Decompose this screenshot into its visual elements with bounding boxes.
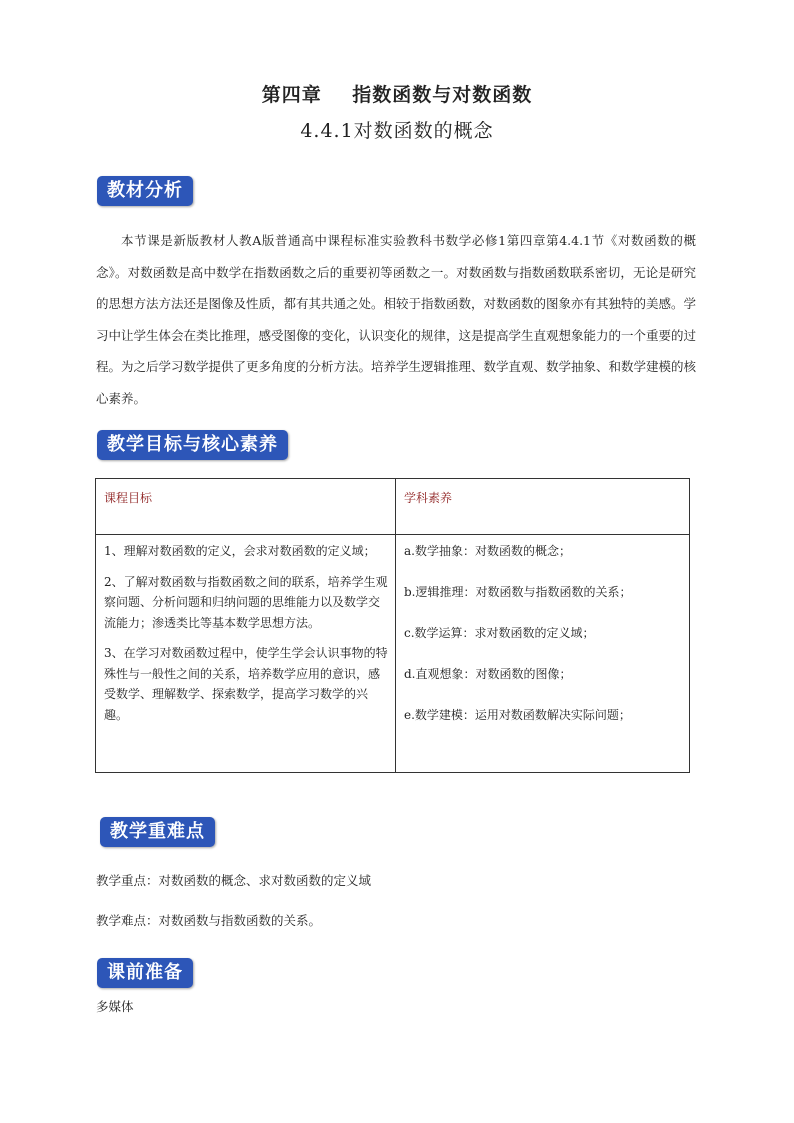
section-tag-analysis: 教材分析 [97,176,193,206]
course-goal-item: 2、了解对数函数与指数函数之间的联系，培养学生观察问题、分析问题和归纳问题的思维能力以及数学交流能力；渗透类比等基本数学思想方法。 [104,574,388,630]
analysis-paragraph: 本节课是新版教材人教A版普通高中课程标准实验教科书数学必修1第四章第4.4.1节《对数函数的概念》。对数函数是高中数学在指数函数之后的重要初等函数之一。对数函数与指数函数联系密切，无论是研究的思想方法方法还是图像及性质，都有其共通之处。相较于指数函数，对数函数的图象亦有其独特的美感。学习中让学生体会在类比推理，感受图像的变化，认识变化的规律，这是提高学生直观想象能力的一个重要的过程。为之后学习数学提供了更多角度的分析方法。培养学生逻辑推理、数学直观、数学抽象、和数学建模的核心素养。 [96,233,697,406]
key-point-text: 教学重点：对数函数的概念、求对数函数的定义域 [96,873,372,888]
literacy-item: b.逻辑推理：对数函数与指数函数的关系； [404,585,632,599]
course-goals-header: 课程目标 [96,479,396,535]
chapter-title: 第四章 指数函数与对数函数 [261,84,533,106]
literacy-cell [396,535,690,773]
section-tag-prep: 课前准备 [97,958,193,988]
table-body-row [96,535,690,773]
section-tag-goals: 教学目标与核心素养 [97,430,288,460]
course-goal-item: 3、在学习对数函数过程中，使学生学会认识事物的特殊性与一般性之间的关系，培养数学应用的意识，感受数学、理解数学、探索数学，提高学习数学的兴趣。 [104,646,388,722]
section-tag-keypoints: 教学重难点 [100,817,215,847]
goals-table [95,478,690,773]
literacy-item: d.直观想象：对数函数的图像； [404,667,572,681]
literacy-header: 学科素养 [396,479,690,535]
literacy-item: c.数学运算：求对数函数的定义域； [404,626,595,640]
course-goal-item: 1、理解对数函数的定义，会求对数函数的定义域； [104,544,376,558]
lesson-title: 4.4.1对数函数的概念 [300,120,494,142]
literacy-item: e.数学建模：运用对数函数解决实际问题； [404,708,631,722]
difficult-point-text: 教学难点：对数函数与指数函数的关系。 [96,913,322,928]
table-header-row [96,479,690,535]
prep-text: 多媒体 [96,999,134,1014]
literacy-item: a.数学抽象：对数函数的概念； [404,544,571,558]
course-goals-cell [96,535,396,773]
